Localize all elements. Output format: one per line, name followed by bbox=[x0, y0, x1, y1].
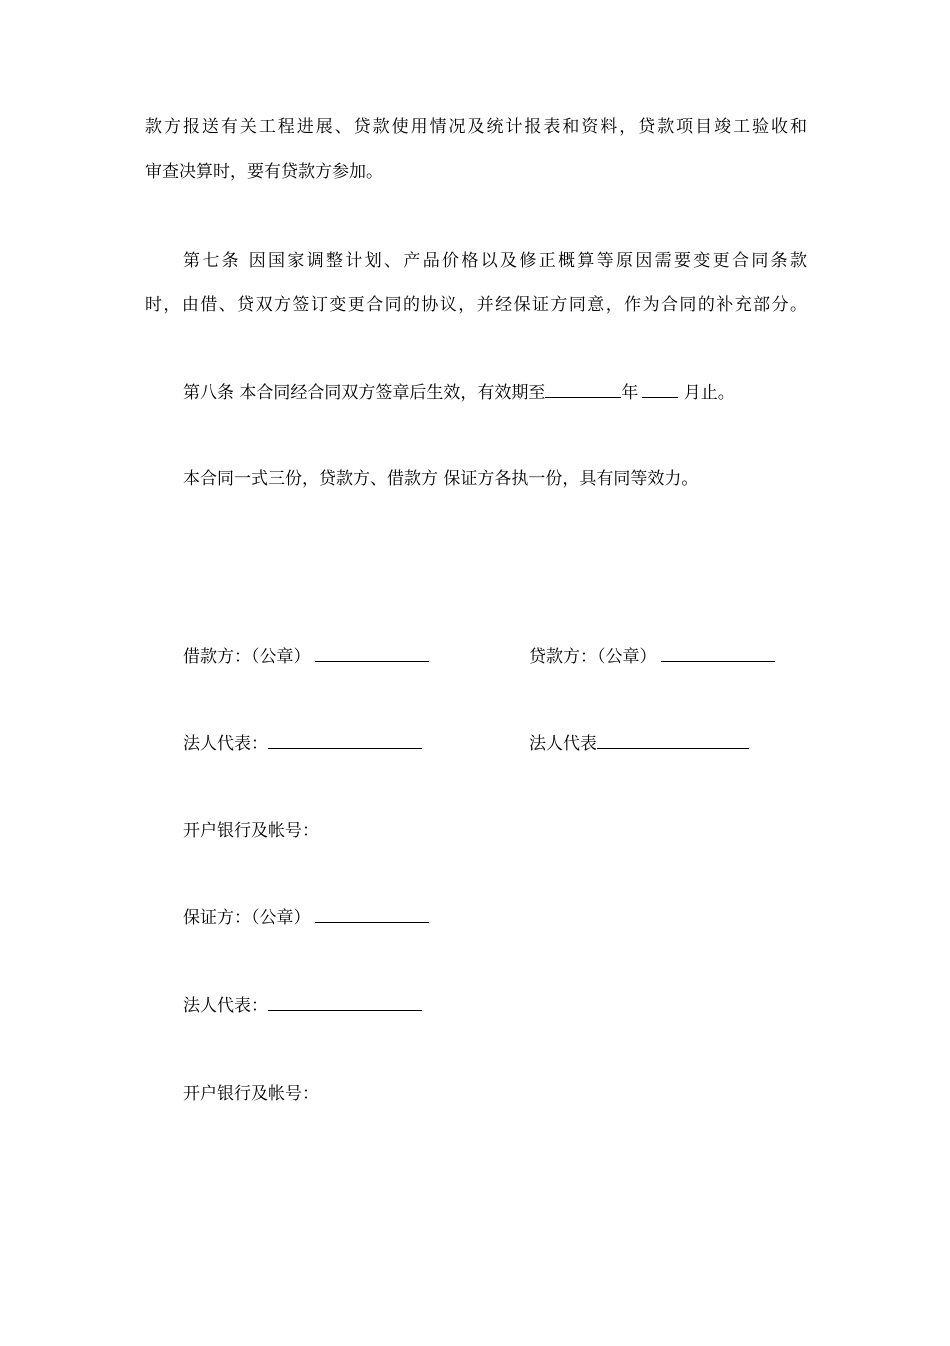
article-8 bbox=[183, 381, 735, 405]
lender-label: 贷款方：（公章） bbox=[529, 647, 657, 667]
borrower-seal bbox=[183, 645, 429, 669]
guarantor-rep-blank bbox=[268, 994, 422, 1011]
month-label: 月止。 bbox=[678, 383, 735, 403]
borrower-rep-label: 法人代表： bbox=[183, 734, 268, 754]
lender-seal bbox=[529, 645, 775, 669]
borrower-representative bbox=[183, 732, 422, 756]
lender-blank bbox=[661, 645, 775, 662]
article-7-line: 第七条 因国家调整计划、产品价格以及修正概算等原因需要变更合同条款 bbox=[183, 251, 807, 271]
year-label: 年 bbox=[621, 383, 639, 403]
article-8-text: 第八条 本合同经合同双方签章后生效，有效期至 bbox=[183, 383, 546, 403]
lender-representative bbox=[529, 732, 749, 756]
guarantor-representative bbox=[183, 994, 422, 1018]
borrower-blank bbox=[315, 645, 429, 662]
paragraph-line: 款方报送有关工程进展、贷款使用情况及统计报表和资料，贷款项目竣工验收和 bbox=[145, 117, 807, 137]
lender-rep-label: 法人代表 bbox=[529, 734, 597, 754]
article-7-line: 时，由借、贷双方签订变更合同的协议，并经保证方同意，作为合同的补充部分。 bbox=[145, 295, 807, 315]
borrower-label: 借款方：（公章） bbox=[183, 647, 311, 667]
lender-rep-blank bbox=[597, 732, 749, 749]
year-blank bbox=[545, 381, 621, 398]
paragraph-line: 审查决算时，要有贷款方参加。 bbox=[145, 162, 383, 182]
copies-clause: 本合同一式三份，贷款方、借款方 保证方各执一份，具有同等效力。 bbox=[183, 469, 699, 489]
month-blank bbox=[642, 381, 678, 398]
borrower-rep-blank bbox=[268, 732, 422, 749]
guarantor-rep-label: 法人代表： bbox=[183, 996, 268, 1016]
guarantor-bank-account: 开户银行及帐号： bbox=[183, 1084, 319, 1104]
borrower-bank-account: 开户银行及帐号： bbox=[183, 821, 319, 841]
guarantor-label: 保证方：（公章） bbox=[183, 908, 311, 928]
guarantor-seal bbox=[183, 906, 429, 930]
guarantor-blank bbox=[315, 906, 429, 923]
